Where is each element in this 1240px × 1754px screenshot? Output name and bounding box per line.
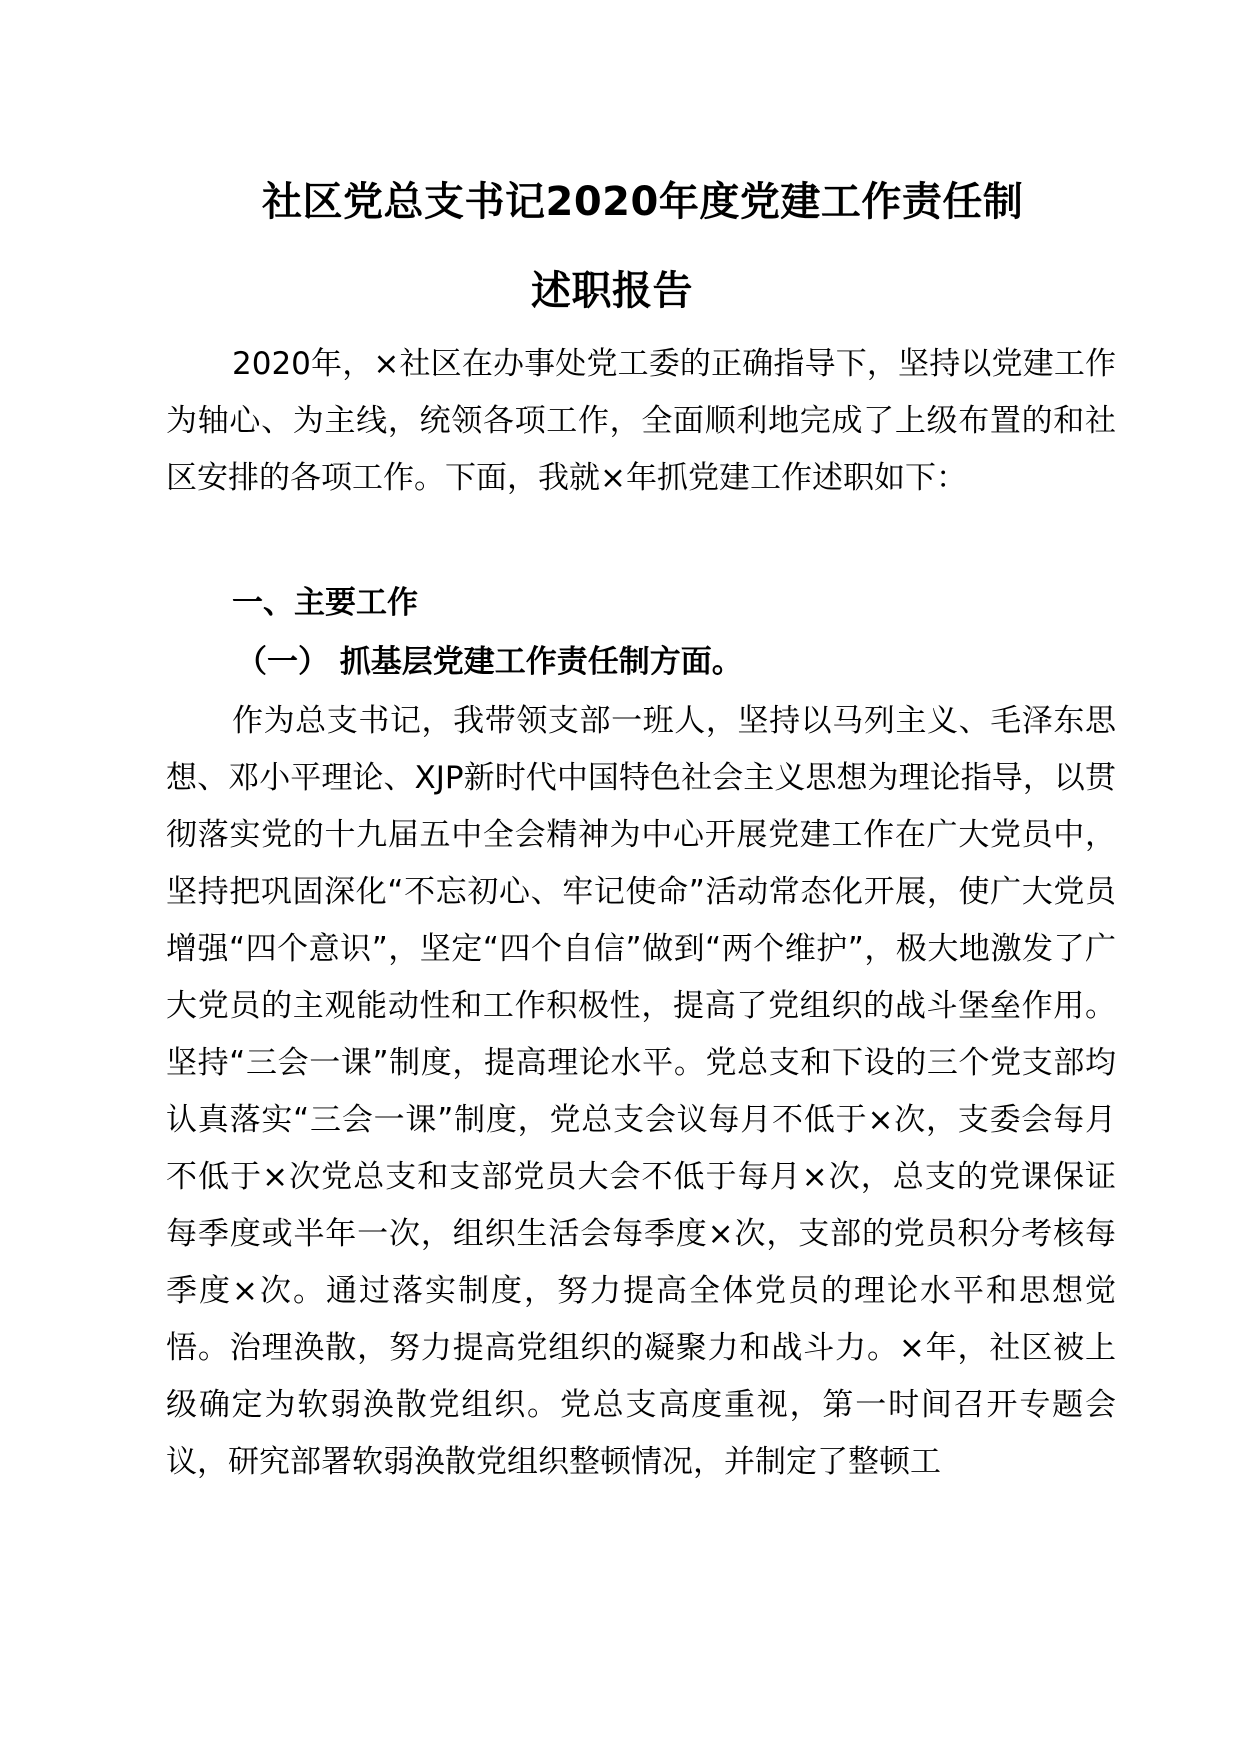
- document-title-line2: 述职报告: [531, 268, 693, 314]
- body-paragraph: 作为总支书记，我带领支部一班人，坚持以马列主义、毛泽东思想、邓小平理论、XJP新时代中国特色社会主义思想为理论指导，以贯彻落实党的十九届五中全会精神为中心开展党建工作在广大党员中，坚持把巩固深化“不忘初心、牢记使命”活动常态化开展，使广大党员增强“四个意识”，坚定“四个自信”做到“两个维护”，极大地激发了广大党员的主观能动性和工作积极性，提高了党组织的战斗堡垒作用。坚持“三会一课”制度，提高理论水平。党总支和下设的三个党支部均认真落实“三会一课”制度，党总支会议每月不低于×次，支委会每月不低于×次党总支和支部党员大会不低于每月×次，总支的党课保证每季度或半年一次，组织生活会每季度×次，支部的党员积分考核每季度×次。通过落实制度，努力提高全体党员的理论水平和思想觉悟。治理涣散，努力提高党组织的凝聚力和战斗力。×年，社区被上级确定为软弱涣散党组织。党总支高度重视，第一时间召开专题会议，研究部署软弱涣散党组织整顿情况，并制定了整顿工: [166, 703, 1116, 1480]
- subsection-heading: （一） 抓基层党建工作责任制方面。: [236, 644, 743, 680]
- intro-paragraph: 2020年，×社区在办事处党工委的正确指导下，坚持以党建工作为轴心、为主线，统领各项工作，全面顺利地完成了上级布置的和社区安排的各项工作。下面，我就×年抓党建工作述职如下：: [166, 346, 1116, 496]
- document-title-line1: 社区党总支书记2020年度党建工作责任制: [262, 179, 1024, 225]
- section-heading: 一、主要工作: [232, 585, 418, 621]
